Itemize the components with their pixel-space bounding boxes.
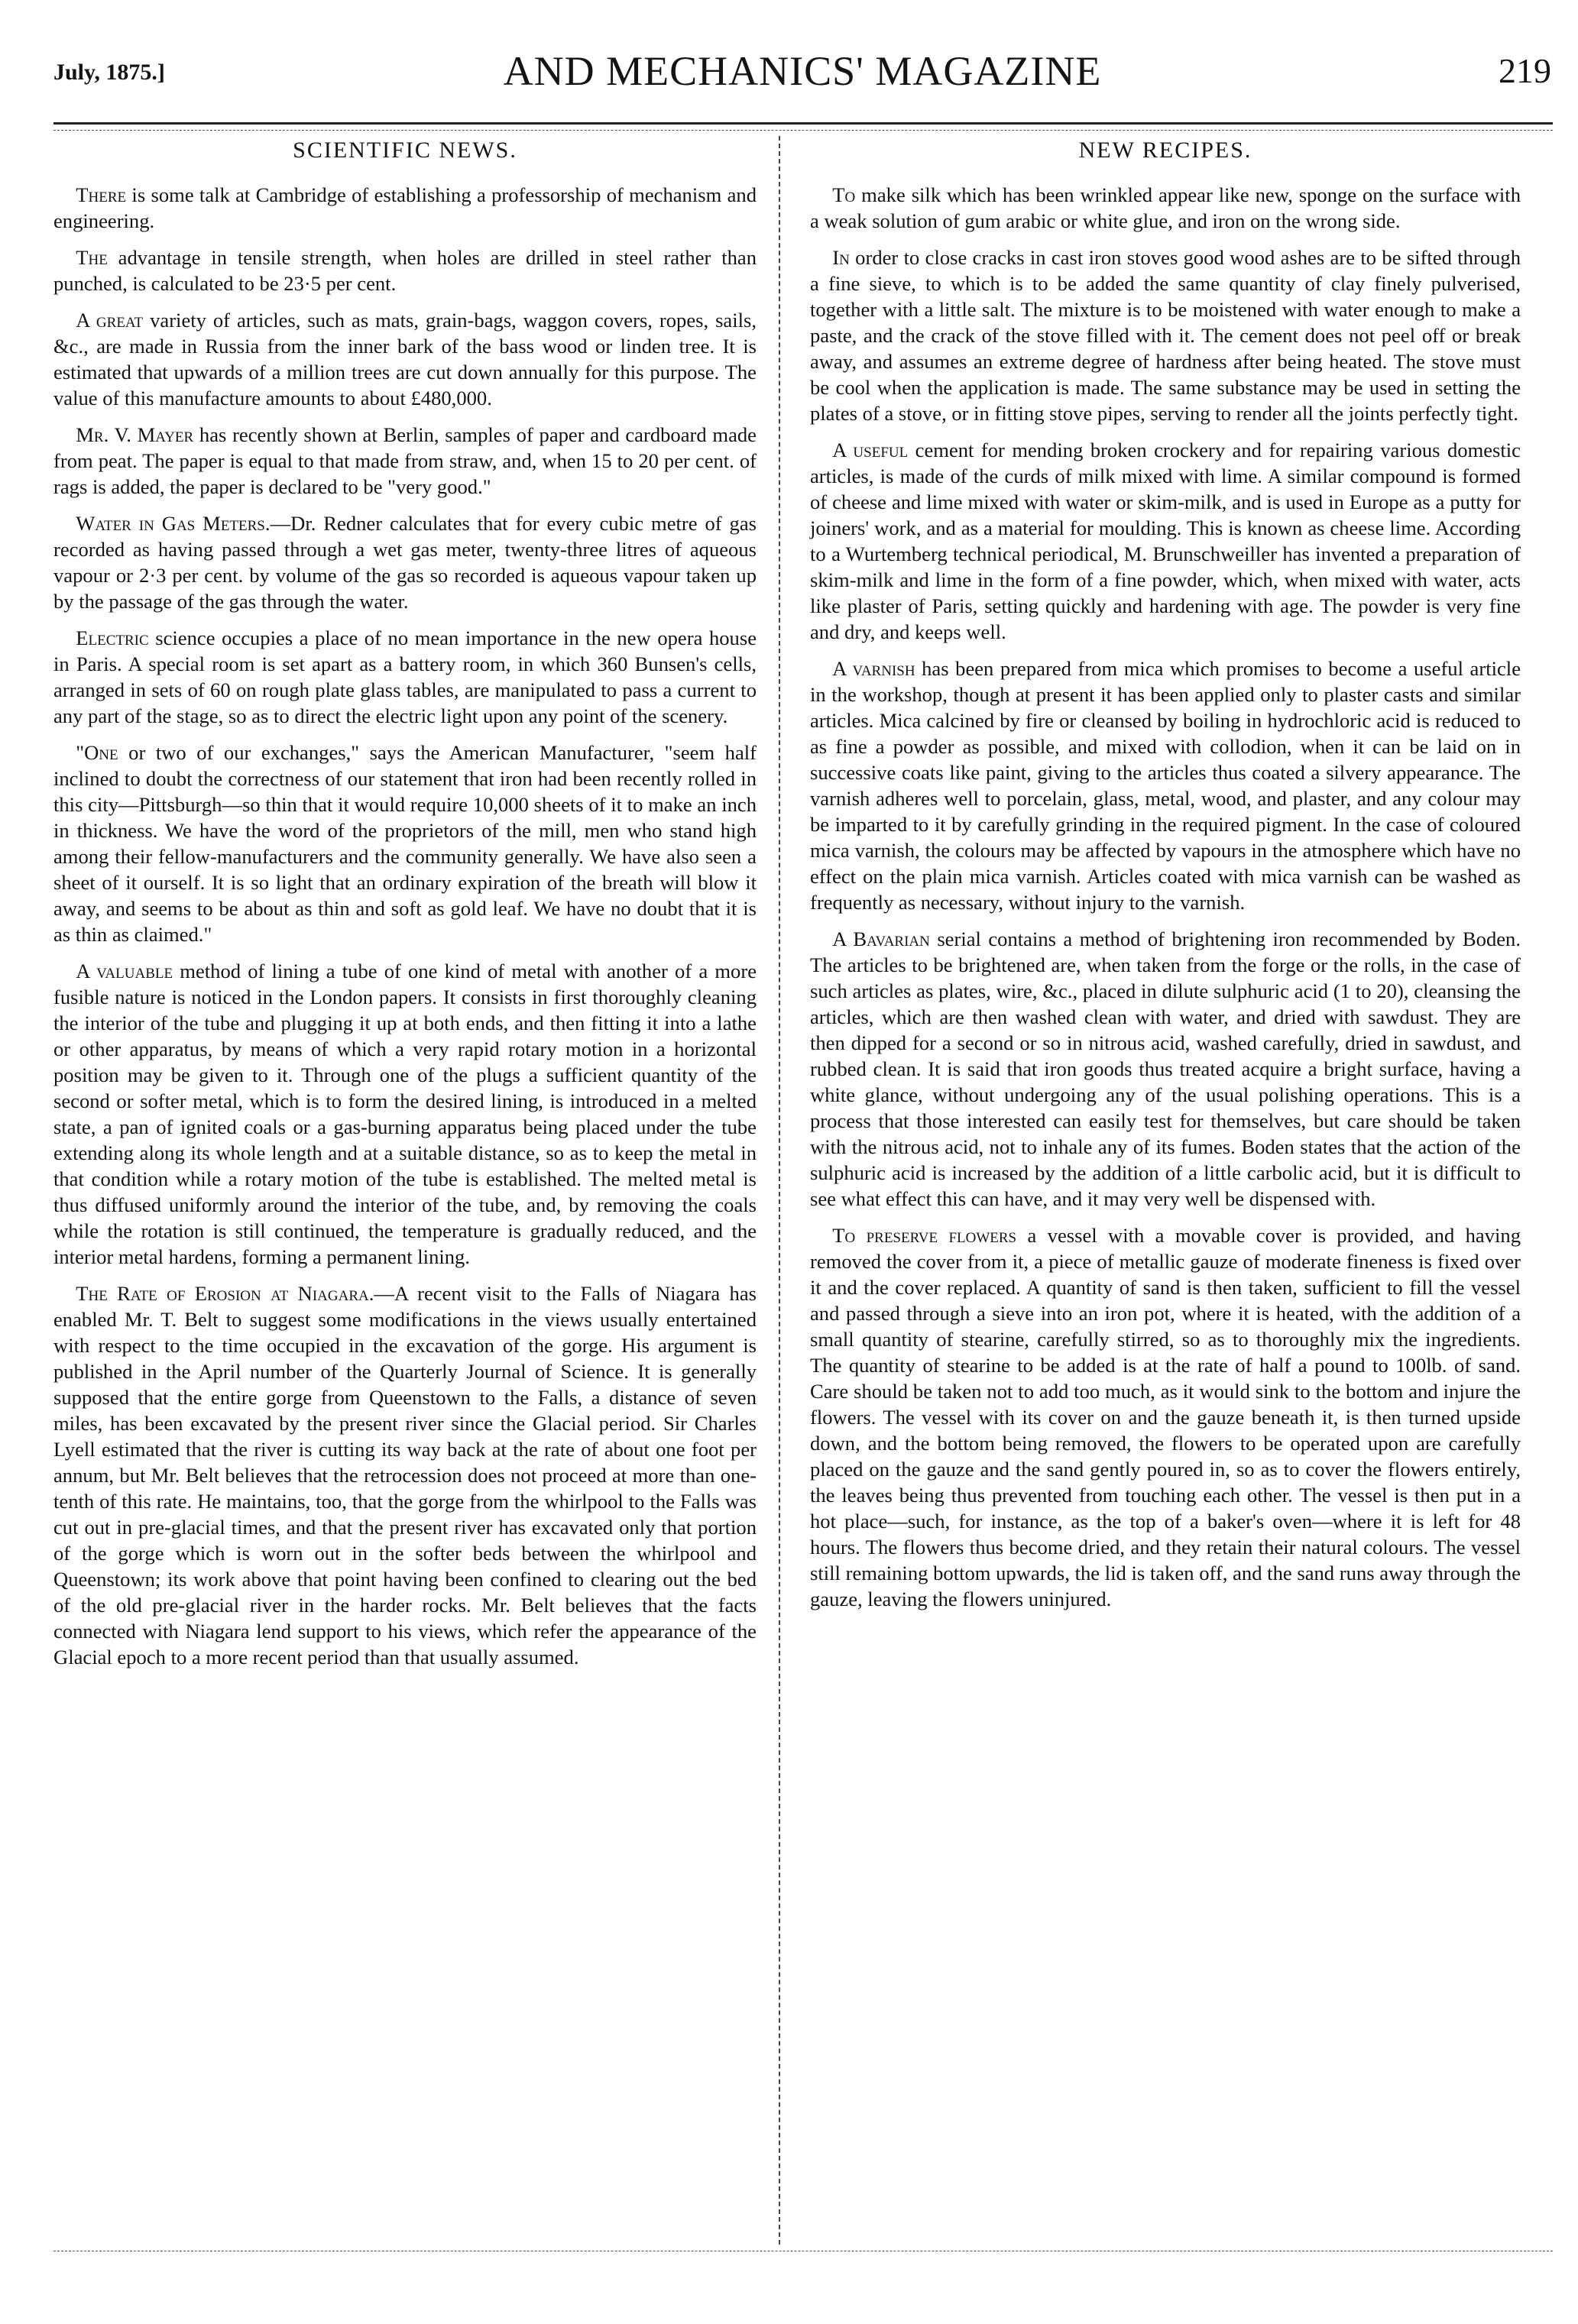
header-rule-dashed xyxy=(53,130,1553,131)
paragraph-lead: Electric xyxy=(76,626,149,649)
paragraph-text: —A recent visit to the Falls of Niagara has enabled Mr. T. Belt to suggest some modifications in the views usually entertained with respect to the time occupied in the excavation of the gorge. His argument is published in the April number of the Quarterly Journal of Science. It is generally supposed that the entire gorge from Queenstown to the Falls, a distance of seven miles, has been excavated by the present river since the Glacial period. Sir Charles Lyell estimated that the river is cutting its way back at the rate of about one foot per annum, but Mr. Belt believes that the retrocession does not proceed at more than one-tenth of this rate. He maintains, too, that the gorge from the whirlpool to the Falls was cut out in pre-glacial times, and that the present river has excavated only that portion of the gorge which is worn out in the softer beds between the whirlpool and Queenstown; its work above that point having been confined to clearing out the bed of the old pre-glacial river in the harder rocks. Mr. Belt believes that the facts connected with Niagara lend support to his views, which refer the appearance of the Glacial epoch to a more recent period than that usually assumed. xyxy=(53,1282,757,1669)
new-recipes-column xyxy=(810,138,1521,1623)
issue-date: July, 1875.] xyxy=(53,60,165,85)
column-divider xyxy=(779,136,780,2245)
paragraph-text: or two of our exchanges," says the American Manufacturer, "seem half inclined to doubt the correctness of our statement that iron had been recently rolled in this city—Pittsburgh—so thin that it would require 10,000 sheets of it to make an inch in thickness. We have the word of the proprietors of the mill, men who stand high among their fellow-manufacturers and the community generally. We have also seen a sheet of it ourself. It is so light that an ordinary expiration of the breath will blow it away, and seems to be about as thin and soft as gold leaf. We have no doubt that it is as thin as claimed." xyxy=(53,741,757,946)
paragraph-text: make silk which has been wrinkled appear like new, sponge on the surface with a weak solution of gum arabic or white glue, and iron on the wrong side. xyxy=(810,183,1521,232)
article-paragraph xyxy=(53,244,757,296)
article-paragraph xyxy=(53,1280,757,1670)
new-recipes-articles xyxy=(810,182,1521,1612)
paragraph-text: has been prepared from mica which promises to become a useful article in the workshop, though at present it has been applied only to plaster casts and similar articles. Mica calcined by fire or cleansed by boiling in hydrochloric acid is reduced to as fine a powder as possible, and mixed with collodion, when it can be laid on in successive coats like paint, giving to the articles thus coated a silvery appearance. The varnish adheres well to porcelain, glass, metal, wood, and plaster, and any colour may be imparted to it by carefully grinding in the required pigment. In the case of coloured mica varnish, the colours may be affected by vapours in the atmosphere which have no effect on the plain mica varnish. Articles coated with mica varnish can be washed as frequently as necessary, without injury to the varnish. xyxy=(810,657,1521,914)
paragraph-lead: There xyxy=(76,183,127,206)
article-paragraph xyxy=(810,1222,1521,1612)
paragraph-text: variety of articles, such as mats, grain-bags, waggon covers, ropes, sails, &c., are made in Russia from the inner bark of the bass wood or linden tree. It is estimated that upwards of a million trees are cut down annually for this purpose. The value of this manufacture amounts to about £480,000. xyxy=(53,309,757,409)
paragraph-text: order to close cracks in cast iron stoves good wood ashes are to be sifted through a fine sieve, to which is to be added the same quantity of clay finely pulverised, together with a little salt. The mixture is to be moistened with water enough to make a paste, and the crack of the stove filled with it. The cement does not peel off or break away, and assumes an extreme degree of hardness after being heated. The stove must be cool when the application is made. The same substance may be used in setting the plates of a stove, or in fitting stove pipes, serving to render all the joints perfectly tight. xyxy=(810,246,1521,425)
paragraph-lead: The Rate of Erosion at Niagara. xyxy=(76,1282,374,1305)
page-number: 219 xyxy=(1499,51,1551,90)
paragraph-text: —Dr. Redner calculates that for every cubic metre of gas recorded as having passed through a wet gas meter, twenty-three litres of aqueous vapour or 2·3 per cent. by volume of the gas so recorded is aqueous vapour taken up by the passage of the gas through the water. xyxy=(53,512,757,613)
article-paragraph xyxy=(53,307,757,411)
paragraph-lead: The xyxy=(76,246,108,269)
paragraph-lead: In xyxy=(832,246,850,269)
paragraph-text: a vessel with a movable cover is provided, and having removed the cover from it, a piece of metallic gauze of moderate fineness is fixed over it and the cover replaced. A quantity of sand is then taken, sufficient to fill the vessel and passed through a sieve into an iron pot, where it is heated, with the addition of a small quantity of stearine, carefully stirred, so as to thoroughly mix the ingredients. The quantity of stearine to be added is at the rate of half a pound to 100lb. of sand. Care should be taken not to add too much, as it would sink to the bottom and injure the flowers. The vessel with its cover on and the gauze beneath it, is then turned upside down, and the bottom being removed, the flowers to be operated upon are carefully placed on the gauze and the sand gently poured in, so as to cover the flowers entirely, the leaves being thus prevented from touching each other. The vessel is then put in a hot place—such, for instance, as the top of a baker's oven—where it is left for 48 hours. The flowers thus become dried, and they retain their natural colours. The vessel still remaining bottom upwards, the lid is taken off, and the sand runs away through the gauze, leaving the flowers uninjured. xyxy=(810,1224,1521,1610)
paragraph-text: is some talk at Cambridge of establishing a professorship of mechanism and engineering. xyxy=(53,183,757,232)
article-paragraph xyxy=(53,625,757,729)
article-paragraph xyxy=(810,655,1521,915)
header-rule xyxy=(53,122,1553,125)
article-paragraph xyxy=(810,182,1521,234)
paragraph-lead: Water in Gas Meters. xyxy=(76,512,271,535)
article-paragraph xyxy=(53,740,757,947)
paragraph-text: advantage in tensile strength, when holes are drilled in steel rather than punched, is calculated to be 23·5 per cent. xyxy=(53,246,757,295)
article-paragraph xyxy=(53,958,757,1270)
paragraph-lead: To xyxy=(832,183,856,206)
article-paragraph xyxy=(810,437,1521,645)
paragraph-lead: A valuable xyxy=(76,960,173,982)
paragraph-lead: A great xyxy=(76,309,144,332)
paragraph-text: has recently shown at Berlin, samples of paper and cardboard made from peat. The paper is equal to that made from straw, and, when 15 to 20 per cent. of rags is added, the paper is declared to be "very good." xyxy=(53,423,757,498)
article-paragraph xyxy=(53,182,757,234)
scientific-news-articles xyxy=(53,182,757,1670)
article-paragraph xyxy=(810,244,1521,426)
paragraph-text: serial contains a method of brightening iron recommended by Boden. The articles to be brightened are, when taken from the forge or the rolls, in the case of such articles as plates, wire, &c., placed in dilute sulphuric acid (1 to 20), cleansing the articles, which are then washed clean with water, and dried with sawdust. They are then dipped for a second or so in nitrous acid, washed carefully, dried in sawdust, and rubbed clean. It is said that iron goods thus treated acquire a bright surface, having a white glance, without undergoing any of the usual polishing operations. This is a process that those interested can easily test for themselves, but care should be taken with the nitrous acid, not to inhale any of its fumes. Boden states that the action of the sulphuric acid is increased by the addition of a little carbolic acid, but it is difficult to see what effect this can have, and it may very well be dispensed with. xyxy=(810,927,1521,1210)
paragraph-lead: A Bavarian xyxy=(832,927,930,950)
section-heading-new-recipes: NEW RECIPES. xyxy=(1078,138,1252,163)
paragraph-lead: Mr. V. Mayer xyxy=(76,423,194,446)
article-paragraph xyxy=(53,510,757,614)
running-title: AND MECHANICS' MAGAZINE xyxy=(503,48,1102,94)
page-header xyxy=(53,47,1551,108)
section-heading-scientific-news: SCIENTIFIC NEWS. xyxy=(293,138,517,163)
paragraph-lead: To preserve flowers xyxy=(832,1224,1017,1247)
paragraph-lead: A useful xyxy=(832,439,909,461)
article-paragraph xyxy=(53,422,757,500)
article-paragraph xyxy=(810,926,1521,1212)
paragraph-text: cement for mending broken crockery and for repairing various domestic articles, is made of the curds of milk mixed with lime. A similar compound is formed of cheese and lime mixed with water or skim-milk, and is used in Europe as a putty for joiners' work, and as a material for moulding. This is known as cheese lime. According to a Wurtemberg technical periodical, M. Brunschweiller has invented a preparation of skim-milk and lime in the form of a fine powder, which, when mixed with water, acts like plaster of Paris, setting quickly and hardening with age. The powder is very fine and dry, and keeps well. xyxy=(810,439,1521,643)
paragraph-text: science occupies a place of no mean importance in the new opera house in Paris. A special room is set apart as a battery room, in which 360 Bunsen's cells, arranged in sets of 60 on rough plate glass tables, are manipulated to pass a current to any part of the stage, so as to direct the electric light upon any point of the scenery. xyxy=(53,626,757,727)
scientific-news-column xyxy=(53,138,757,1681)
paragraph-lead: "One xyxy=(76,741,118,764)
paragraph-text: method of lining a tube of one kind of metal with another of a more fusible nature is noticed in the London papers. It consists in first thoroughly cleaning the interior of the tube and plugging it up at both ends, and then fitting it into a lathe or other apparatus, by means of which a very rapid rotary motion in a horizontal position may be given to it. Through one of the plugs a sufficient quantity of the second or softer metal, which is to form the desired lining, is introduced in a melted state, a pan of ignited coals or a gas-burning apparatus being placed under the tube extending along its whole length and at a suitable distance, so as to keep the metal in that condition while a rotary motion of the tube is established. The melted metal is thus diffused uniformly around the interior of the tube, and, by removing the coals while the rotation is still continued, the temperature is gradually reduced, and the interior metal hardens, forming a permanent lining. xyxy=(53,960,757,1268)
paragraph-lead: A varnish xyxy=(832,657,915,680)
